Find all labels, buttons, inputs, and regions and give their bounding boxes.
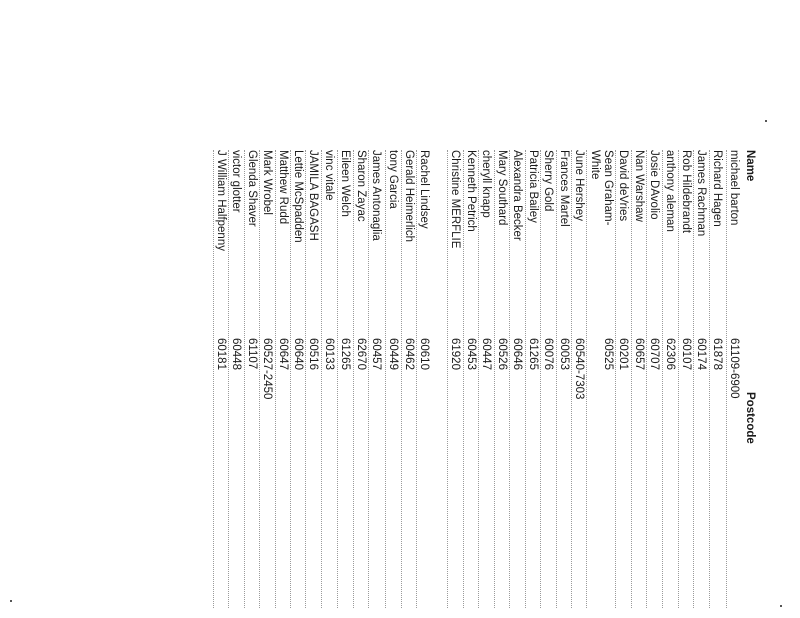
- dotted-rule: [631, 150, 632, 608]
- dotted-rule: [540, 150, 541, 608]
- table-row: [525, 0, 539, 618]
- postcode-cell: 62670: [355, 338, 367, 370]
- name-cell: James Antonaglia: [370, 150, 382, 241]
- name-cell: tony Garcia: [387, 150, 399, 209]
- scan-speck: [765, 120, 767, 122]
- dotted-rule: [228, 150, 229, 608]
- table-row: [540, 0, 554, 618]
- table-row: [662, 0, 676, 618]
- name-cell: Kenneth Petrich: [465, 150, 477, 232]
- postcode-cell: 60457: [370, 338, 382, 370]
- name-cell: michael barton: [728, 150, 740, 226]
- postcode-cell: 60647: [277, 338, 289, 370]
- dotted-rule: [447, 150, 448, 608]
- scan-speck: [780, 605, 782, 607]
- dotted-rule: [525, 150, 526, 608]
- postcode-cell: 60527-2450: [261, 338, 273, 400]
- postcode-cell: 60181: [215, 338, 227, 370]
- dotted-rule: [646, 150, 647, 608]
- dotted-rule: [478, 150, 479, 608]
- dotted-rule: [290, 150, 291, 608]
- postcode-cell: 61878: [711, 338, 723, 370]
- dotted-rule: [693, 150, 694, 608]
- table-row: [290, 0, 304, 618]
- dotted-rule: [337, 150, 338, 608]
- postcode-cell: 60053: [558, 338, 570, 370]
- postcode-cell: 61265: [339, 338, 351, 370]
- postcode-cell: 60526: [496, 338, 508, 370]
- table-row: [726, 0, 740, 618]
- dotted-rule: [662, 150, 663, 608]
- table-row: [646, 0, 660, 618]
- table-row: [693, 0, 707, 618]
- table-row: [556, 0, 570, 618]
- postcode-cell: 60174: [695, 338, 707, 370]
- table-row: [275, 0, 289, 618]
- table-row: [447, 0, 461, 618]
- name-cell: Lettie McSpadden: [292, 150, 304, 243]
- table-row: [586, 0, 614, 618]
- postcode-cell: 60449: [387, 338, 399, 370]
- name-cell: J William Halfpenny: [215, 150, 227, 251]
- name-cell: Alexandra Becker: [511, 150, 523, 241]
- table-row: [478, 0, 492, 618]
- table-row: [385, 0, 399, 618]
- postcode-cell: 60516: [307, 338, 319, 370]
- postcode-cell: 60201: [617, 338, 629, 370]
- table-row: [463, 0, 477, 618]
- dotted-rule: [586, 150, 587, 608]
- postcode-cell: 60447: [480, 338, 492, 370]
- dotted-rule: [275, 150, 276, 608]
- name-cell: vinc vitale: [323, 150, 335, 201]
- table-row: [353, 0, 367, 618]
- name-cell: Matthew Rudd: [277, 150, 289, 225]
- name-cell: Christine MERFLIE: [449, 150, 461, 249]
- table-row: [321, 0, 335, 618]
- name-cell: Frances Martel: [558, 150, 570, 227]
- table-row: [401, 0, 415, 618]
- postcode-cell: 60525: [602, 338, 614, 370]
- dotted-rule: [509, 150, 510, 608]
- table-row: [494, 0, 508, 618]
- name-cell: Gerald Heimerlich: [403, 150, 415, 243]
- name-cell: Sean Graham- White: [589, 150, 614, 226]
- name-cell: Josie DAvolio: [648, 150, 660, 220]
- postcode-cell: 60448: [230, 338, 242, 370]
- name-cell: Rachel Lindsey: [418, 150, 430, 229]
- table-row: [678, 0, 692, 618]
- name-cell: victor glotter: [230, 150, 242, 213]
- postcode-cell: 61107: [246, 338, 258, 370]
- dotted-rule: [401, 150, 402, 608]
- name-cell: Sharon Zayac: [355, 150, 367, 222]
- dotted-rule: [321, 150, 322, 608]
- name-cell: anthony aleman: [664, 150, 676, 232]
- dotted-rule: [259, 150, 260, 608]
- postcode-cell: 60107: [680, 338, 692, 370]
- postcode-cell: 60462: [403, 338, 415, 370]
- table-row: [228, 0, 242, 618]
- dotted-rule: [556, 150, 557, 608]
- postcode-cell: 60076: [542, 338, 554, 370]
- postcode-cell: 61109-6900: [728, 338, 740, 399]
- dotted-rule: [305, 150, 306, 608]
- postcode-cell: 60540-7303: [573, 338, 585, 400]
- table-row: [244, 0, 258, 618]
- postcode-cell: 60610: [418, 338, 430, 370]
- name-cell: Mark Wrobel: [261, 150, 273, 215]
- postcode-cell: 60707: [648, 338, 660, 370]
- name-cell: JAMILA BAGASH: [307, 150, 319, 241]
- dotted-rule: [368, 150, 369, 608]
- dotted-rule: [385, 150, 386, 608]
- table-row: [615, 0, 629, 618]
- table-row: [571, 0, 585, 618]
- postcode-column-header: Postcode: [744, 392, 756, 444]
- table-row: [709, 0, 723, 618]
- dotted-rule: [571, 150, 572, 608]
- postcode-cell: 61920: [449, 338, 461, 370]
- name-cell: David deVries: [617, 150, 629, 222]
- postcode-cell: 61265: [527, 338, 539, 370]
- postcode-cell: 60133: [323, 338, 335, 370]
- table-row: [416, 0, 430, 618]
- table-row: [259, 0, 273, 618]
- name-cell: Nan Warshaw: [633, 150, 645, 222]
- dotted-rule: [244, 150, 245, 608]
- dotted-rule: [463, 150, 464, 608]
- name-cell: Patricia Bailey: [527, 150, 539, 223]
- table-row: [368, 0, 382, 618]
- table-row: [631, 0, 645, 618]
- table-row: [337, 0, 351, 618]
- name-cell: Eileen Welch: [339, 150, 351, 217]
- name-cell: Glenda Shaver: [246, 150, 258, 227]
- dotted-rule: [353, 150, 354, 608]
- postcode-cell: 62306: [664, 338, 676, 370]
- postcode-cell: 60453: [465, 338, 477, 370]
- dotted-rule: [213, 150, 214, 608]
- postcode-cell: 60640: [292, 338, 304, 370]
- dotted-rule: [416, 150, 417, 608]
- name-cell: Richard Hagen: [711, 150, 723, 227]
- name-column-header: Name: [744, 150, 756, 182]
- dotted-rule: [615, 150, 616, 608]
- name-cell: Rob Hildebrandt: [680, 150, 692, 234]
- name-cell: June Hershey: [573, 150, 585, 221]
- dotted-rule: [494, 150, 495, 608]
- dotted-rule: [726, 150, 727, 608]
- table-row: [305, 0, 319, 618]
- dotted-rule: [709, 150, 710, 608]
- table-row: [509, 0, 523, 618]
- dotted-rule: [678, 150, 679, 608]
- postcode-cell: 60657: [633, 338, 645, 370]
- postcode-cell: 60646: [511, 338, 523, 370]
- scan-speck: [10, 600, 12, 602]
- name-cell: Sherry Gold: [542, 150, 554, 212]
- name-cell: Mary Southard: [496, 150, 508, 226]
- name-cell: James Rachman: [695, 150, 707, 237]
- name-cell: cheryll knapp: [480, 150, 492, 218]
- table-row: [213, 0, 227, 618]
